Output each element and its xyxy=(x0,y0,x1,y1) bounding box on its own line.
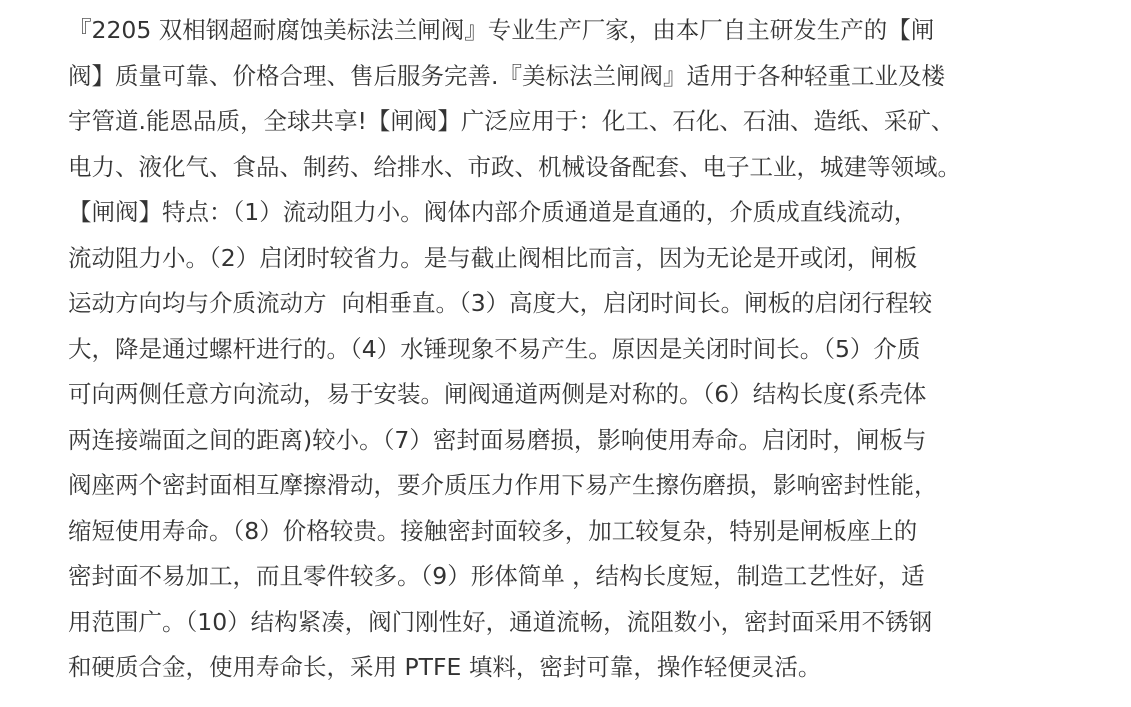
text-line: 阀】质量可靠、价格合理、售后服务完善.『美标法兰闸阀』适用于各种轻重工业及楼 xyxy=(68,61,945,90)
text-line: 阀座两个密封面相互摩擦滑动，要介质压力作用下易产生擦伤磨损，影响密封性能， xyxy=(68,471,938,499)
text-line: 和硬质合金，使用寿命长，采用 PTFE 填料，密封可靠，操作轻便灵活。 xyxy=(68,653,822,681)
text-line: 密封面不易加工，而且零件较多。（9）形体简单 ，结构长度短，制造工艺性好，适 xyxy=(68,562,925,590)
text-line: 宇管道.能恩品质，全球共享!【闸阀】广泛应用于：化工、石化、石油、造纸、采矿、 xyxy=(68,107,955,135)
text-line: 用范围广。（10）结构紧凑，阀门刚性好，通道流畅，流阻数小，密封面采用不锈钢 xyxy=(68,607,933,636)
text-line: 『2205 双相钢超耐腐蚀美标法兰闸阀』专业生产厂家，由本厂自主研发生产的【闸 xyxy=(68,16,935,44)
product-description xyxy=(68,8,1053,691)
text-line: 【闸阀】特点：（1）流动阻力小。阀体内部介质通道是直通的，介质成直线流动， xyxy=(68,198,918,226)
text-line: 可向两侧任意方向流动，易于安装。闸阀通道两侧是对称的。（6）结构长度(系壳体 xyxy=(68,380,927,408)
text-line: 缩短使用寿命。（8）价格较贵。接触密封面较多，加工较复杂，特别是闸板座上的 xyxy=(68,516,918,545)
text-line: 大，降是通过螺杆进行的。（4）水锤现象不易产生。原因是关闭时间长。（5）介质 xyxy=(68,334,921,363)
text-line: 流动阻力小。（2）启闭时较省力。是与截止阀相比而言，因为无论是开或闭，闸板 xyxy=(68,243,918,272)
text-line: 电力、液化气、食品、制药、给排水、市政、机械设备配套、电子工业，城建等领域。 xyxy=(68,152,961,181)
text-line: 两连接端面之间的距离)较小。（7）密封面易磨损，影响使用寿命。启闭时，闸板与 xyxy=(68,425,927,454)
text-line: 运动方向均与介质流动方 向相垂直。（3）高度大，启闭时间长。闸板的启闭行程较 xyxy=(68,289,933,317)
